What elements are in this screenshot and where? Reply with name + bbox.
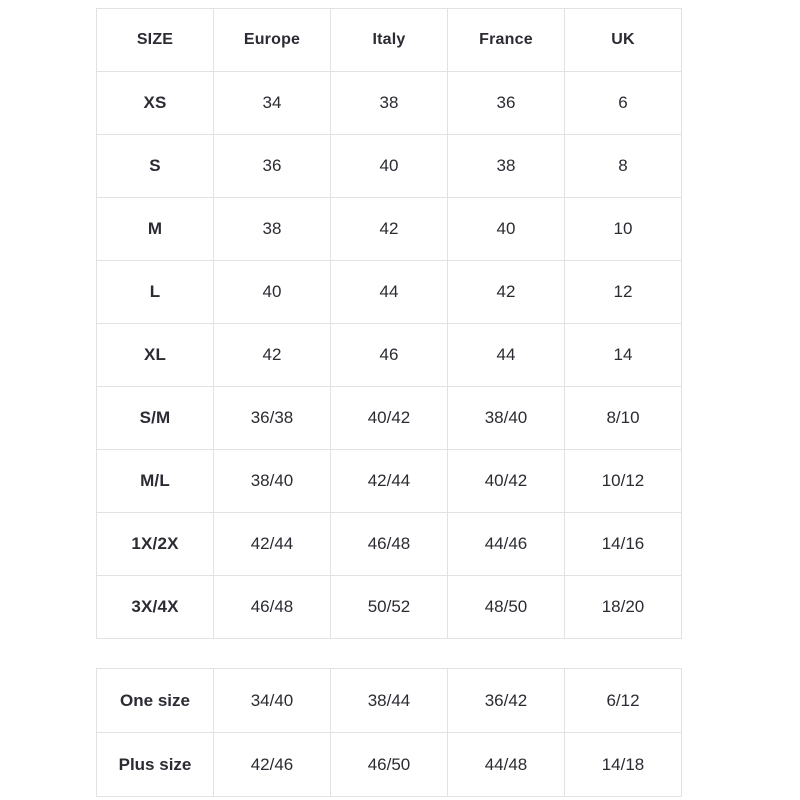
cell-italy: 38/44 bbox=[331, 669, 448, 733]
row-label: XL bbox=[97, 324, 214, 387]
cell-italy: 46 bbox=[331, 324, 448, 387]
cell-italy: 42 bbox=[331, 198, 448, 261]
cell-france: 38/40 bbox=[448, 387, 565, 450]
cell-uk: 6/12 bbox=[565, 669, 682, 733]
cell-uk: 14/18 bbox=[565, 733, 682, 797]
cell-europe: 40 bbox=[214, 261, 331, 324]
cell-france: 40 bbox=[448, 198, 565, 261]
cell-italy: 44 bbox=[331, 261, 448, 324]
row-label: M/L bbox=[97, 450, 214, 513]
cell-europe: 42/46 bbox=[214, 733, 331, 797]
table-row bbox=[97, 324, 682, 387]
row-label: XS bbox=[97, 72, 214, 135]
table-row bbox=[97, 198, 682, 261]
cell-france: 44/48 bbox=[448, 733, 565, 797]
cell-europe: 38 bbox=[214, 198, 331, 261]
cell-europe: 38/40 bbox=[214, 450, 331, 513]
cell-italy: 46/48 bbox=[331, 513, 448, 576]
cell-italy: 38 bbox=[331, 72, 448, 135]
cell-france: 42 bbox=[448, 261, 565, 324]
cell-uk: 14/16 bbox=[565, 513, 682, 576]
cell-france: 36 bbox=[448, 72, 565, 135]
cell-france: 44/46 bbox=[448, 513, 565, 576]
row-label: 3X/4X bbox=[97, 576, 214, 639]
cell-italy: 50/52 bbox=[331, 576, 448, 639]
cell-europe: 34 bbox=[214, 72, 331, 135]
row-label: Plus size bbox=[97, 733, 214, 797]
cell-europe: 42 bbox=[214, 324, 331, 387]
cell-uk: 8/10 bbox=[565, 387, 682, 450]
size-conversion-table bbox=[96, 8, 682, 639]
column-header-italy: Italy bbox=[331, 9, 448, 72]
cell-france: 44 bbox=[448, 324, 565, 387]
cell-europe: 46/48 bbox=[214, 576, 331, 639]
cell-italy: 40 bbox=[331, 135, 448, 198]
cell-italy: 40/42 bbox=[331, 387, 448, 450]
row-label: M bbox=[97, 198, 214, 261]
table-row bbox=[97, 135, 682, 198]
cell-uk: 10 bbox=[565, 198, 682, 261]
table-row bbox=[97, 513, 682, 576]
cell-europe: 34/40 bbox=[214, 669, 331, 733]
table-header-row bbox=[97, 9, 682, 72]
cell-italy: 42/44 bbox=[331, 450, 448, 513]
cell-uk: 12 bbox=[565, 261, 682, 324]
table-row bbox=[97, 72, 682, 135]
column-header-france: France bbox=[448, 9, 565, 72]
cell-uk: 6 bbox=[565, 72, 682, 135]
table-row bbox=[97, 733, 682, 797]
column-header-size: SIZE bbox=[97, 9, 214, 72]
cell-france: 40/42 bbox=[448, 450, 565, 513]
cell-uk: 18/20 bbox=[565, 576, 682, 639]
row-label: S bbox=[97, 135, 214, 198]
cell-france: 36/42 bbox=[448, 669, 565, 733]
table-row bbox=[97, 387, 682, 450]
cell-uk: 14 bbox=[565, 324, 682, 387]
one-size-table bbox=[96, 668, 682, 797]
cell-europe: 36/38 bbox=[214, 387, 331, 450]
table-row bbox=[97, 669, 682, 733]
table-row bbox=[97, 576, 682, 639]
cell-europe: 42/44 bbox=[214, 513, 331, 576]
row-label: One size bbox=[97, 669, 214, 733]
column-header-uk: UK bbox=[565, 9, 682, 72]
cell-uk: 8 bbox=[565, 135, 682, 198]
column-header-europe: Europe bbox=[214, 9, 331, 72]
cell-europe: 36 bbox=[214, 135, 331, 198]
one-size-table-body bbox=[97, 669, 682, 797]
table-row bbox=[97, 450, 682, 513]
cell-uk: 10/12 bbox=[565, 450, 682, 513]
row-label: S/M bbox=[97, 387, 214, 450]
size-conversion-table-body bbox=[97, 9, 682, 639]
cell-italy: 46/50 bbox=[331, 733, 448, 797]
row-label: L bbox=[97, 261, 214, 324]
cell-france: 48/50 bbox=[448, 576, 565, 639]
cell-france: 38 bbox=[448, 135, 565, 198]
row-label: 1X/2X bbox=[97, 513, 214, 576]
table-row bbox=[97, 261, 682, 324]
